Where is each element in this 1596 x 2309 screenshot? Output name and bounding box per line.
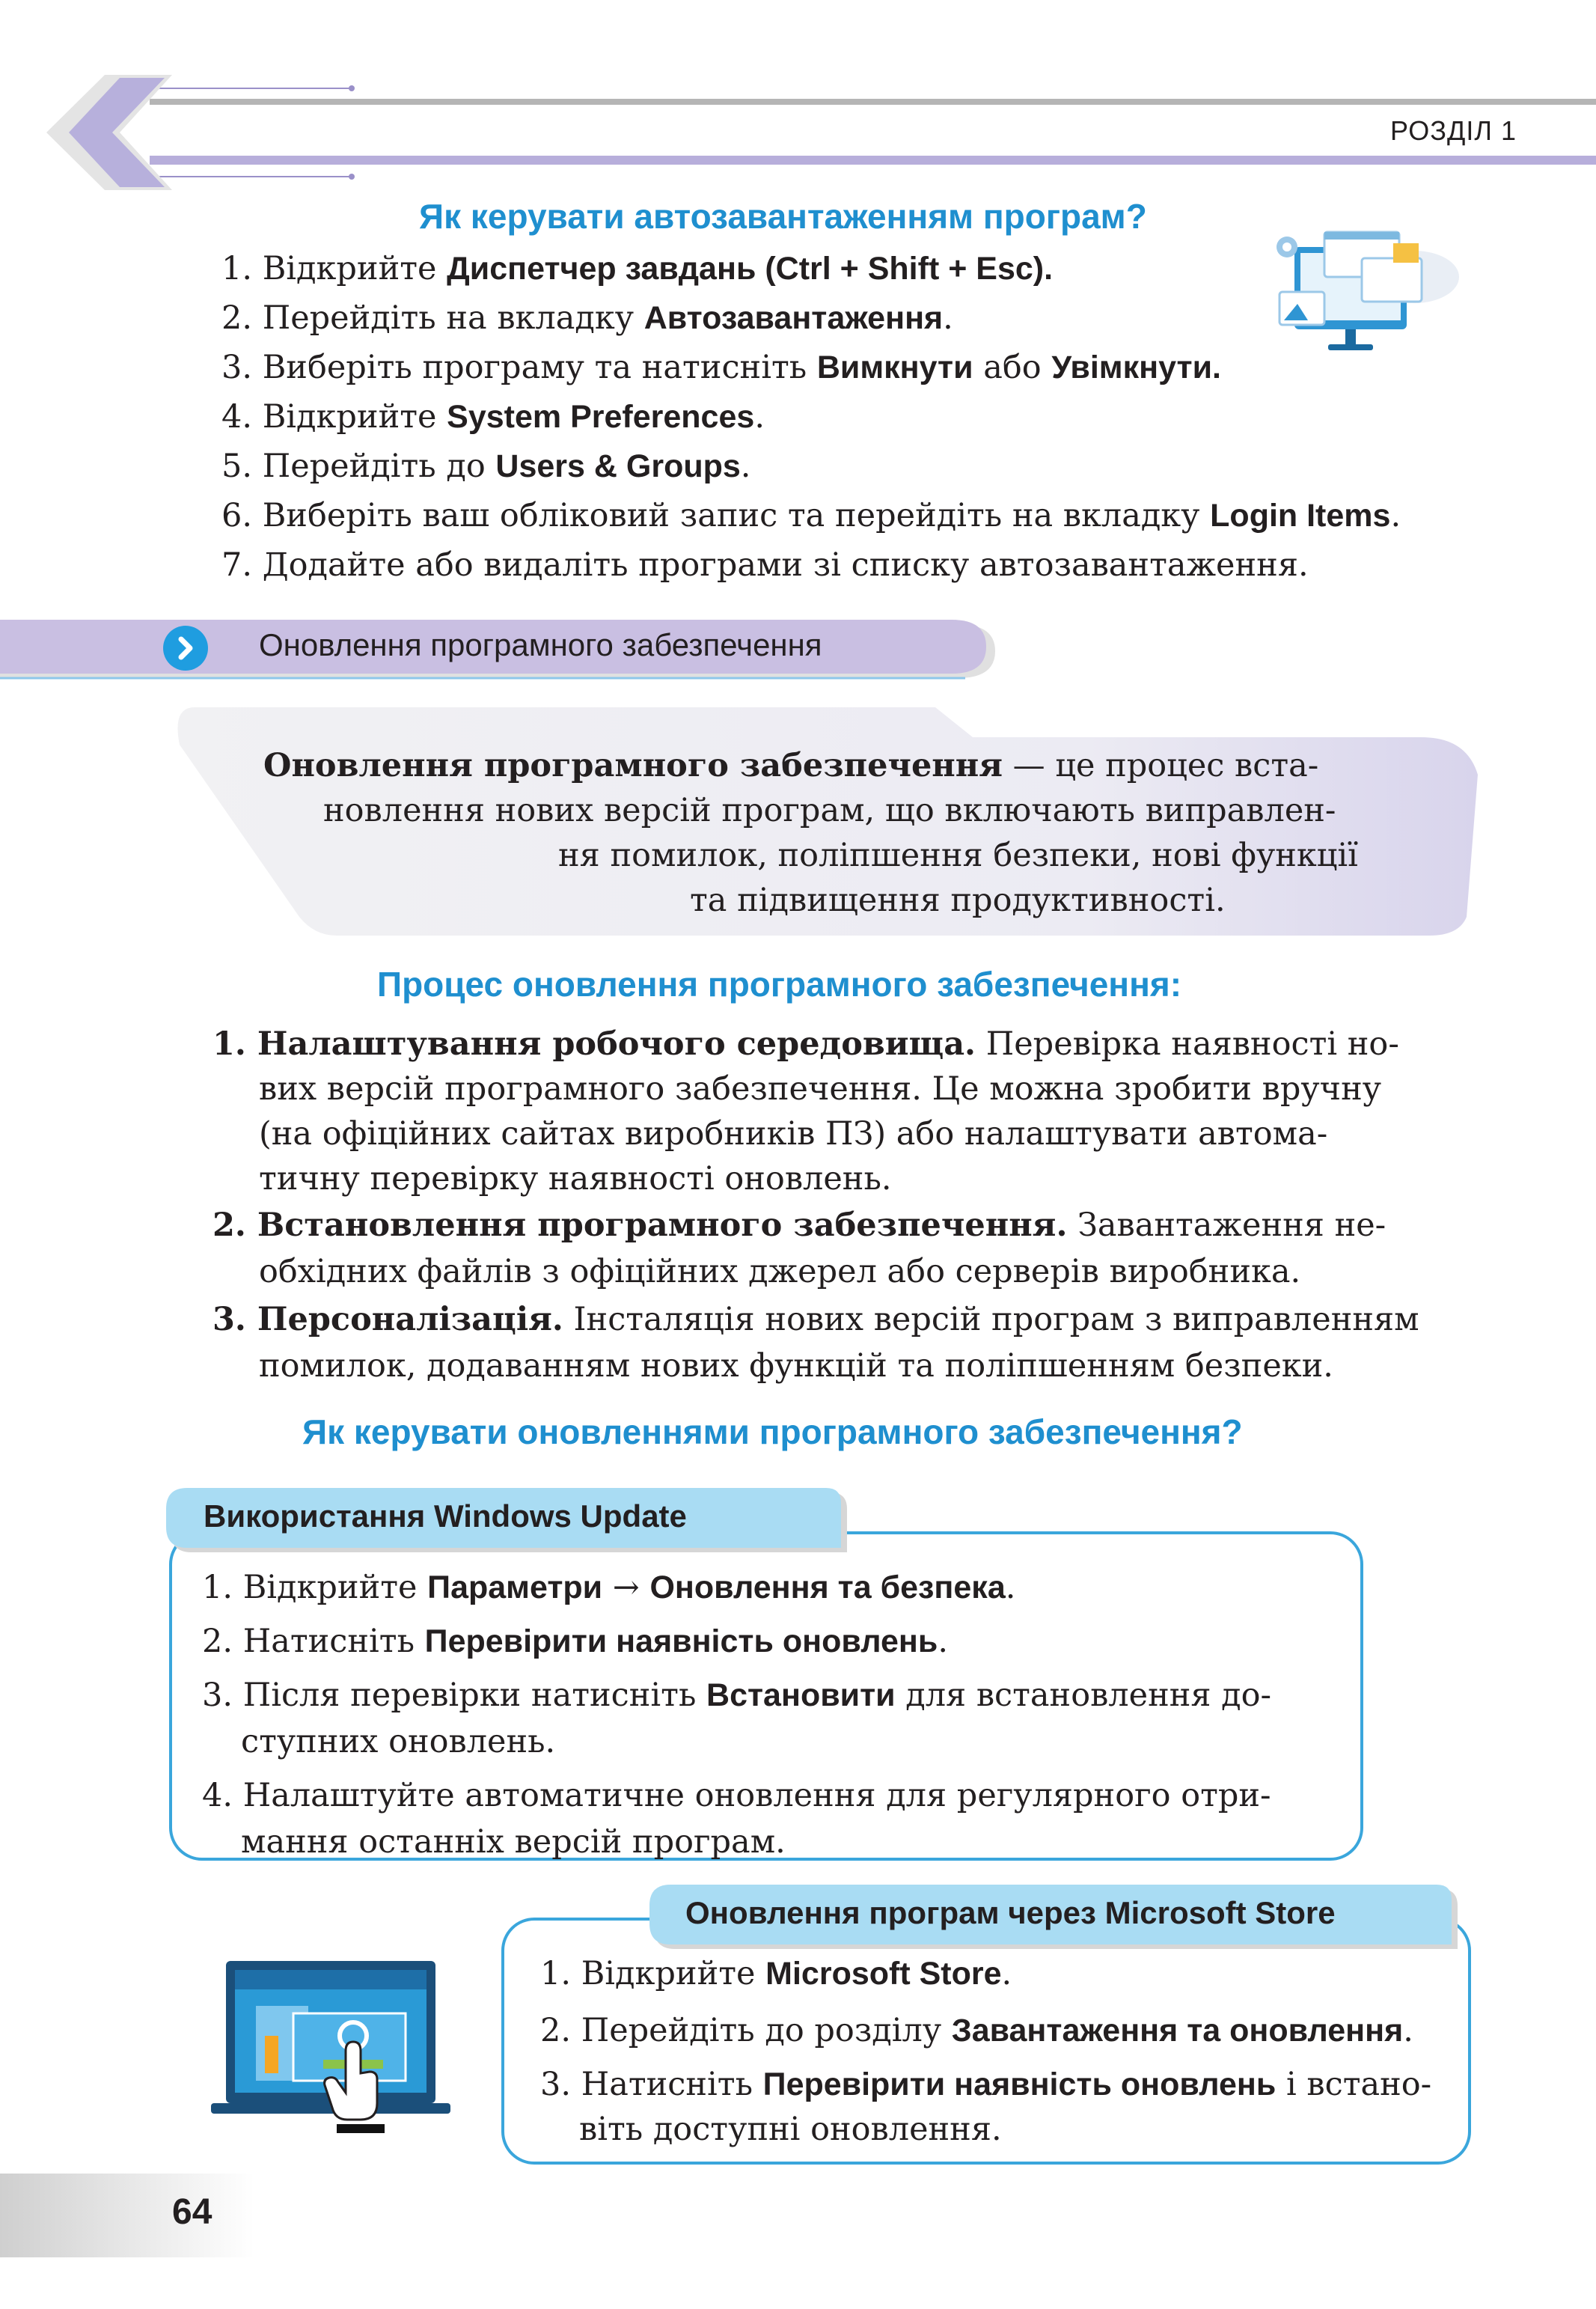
- windows-update-tab: [165, 1486, 853, 1555]
- step-text: або: [973, 349, 1052, 386]
- process-item-line: обхідних файлів з офіційних джерел або серверів виробника.: [259, 1253, 1301, 1290]
- step-bold: Автозавантаження: [643, 300, 944, 336]
- step-number: 1.: [202, 1569, 233, 1606]
- step-text: .: [938, 1623, 948, 1660]
- step-text: Відкрийте: [262, 398, 447, 436]
- list-item: [221, 244, 1401, 293]
- definition-line-4: та підвищення продуктивності.: [690, 882, 1226, 919]
- step-text: для встановлення до-: [895, 1677, 1272, 1714]
- list-item-continuation: ступних оновлень.: [241, 1723, 556, 1760]
- process-item-line: тичну перевірку наявності оновлень.: [259, 1160, 892, 1198]
- step-text: Додайте або видаліть програми зі списку автозавантаження.: [262, 546, 1309, 584]
- process-item-first-line: [213, 1295, 1419, 1341]
- step-text: Відкрийте: [242, 1569, 428, 1606]
- step-number: 5.: [221, 448, 253, 485]
- process-item-heading: 1. Налаштування робочого середовища.: [213, 1025, 976, 1063]
- list-item: [221, 293, 1401, 343]
- definition-line-1-rest: — це процес вста-: [1003, 747, 1319, 784]
- list-item: [221, 491, 1401, 540]
- step-bold: Microsoft Store: [765, 1956, 1002, 1992]
- step-bold: Login Items: [1210, 498, 1391, 534]
- step-bold: Users & Groups: [495, 448, 741, 484]
- step-text: .: [1005, 1569, 1016, 1606]
- step-number: 4.: [202, 1777, 233, 1814]
- ms-store-tab-label: Оновлення програм через Microsoft Store: [685, 1895, 1336, 1930]
- process-item-1: [213, 1019, 1419, 1201]
- step-text: .: [1403, 2012, 1413, 2049]
- step-number: 1.: [540, 1955, 572, 1992]
- step-text: .: [754, 398, 765, 436]
- step-text: (: [756, 251, 776, 287]
- step-number: 2.: [202, 1623, 233, 1660]
- definition-line-3: ня помилок, поліпшення безпеки, нові функції: [558, 837, 1358, 874]
- footer-gradient-bar: [0, 2174, 254, 2257]
- process-item-2: [213, 1201, 1419, 1295]
- laptop-update-icon: [211, 1953, 450, 2141]
- header-decoration: [0, 60, 1596, 202]
- step-bold: Встановити: [706, 1677, 896, 1713]
- list-item: [202, 1617, 1271, 1671]
- list-item: [202, 1563, 1271, 1617]
- step-text: Після перевірки натисніть: [242, 1677, 707, 1714]
- process-title: Процес оновлення програмного забезпечення:: [377, 965, 1182, 1004]
- step-text: .: [1390, 497, 1401, 534]
- process-item-first-line: [213, 1201, 1419, 1247]
- section-label: РОЗДІЛ 1: [1390, 115, 1517, 146]
- step-text: Виберіть ваш обліковий запис та перейдіть на вкладку: [262, 497, 1211, 534]
- list-item-continuation: мання останніх версій програм.: [241, 1823, 786, 1861]
- autostart-steps: [221, 244, 1401, 590]
- process-item-line: вих версій програмного забезпечення. Це можна зробити вручну: [259, 1070, 1382, 1108]
- definition-term: Оновлення програмного забезпечення: [263, 747, 1003, 784]
- process-list: [213, 1019, 1419, 1386]
- step-number: 6.: [221, 497, 253, 534]
- step-bold: Завантаження та оновлення: [951, 2013, 1404, 2049]
- step-text: .: [1001, 1955, 1012, 1992]
- step-text: .: [943, 299, 953, 337]
- list-item: [540, 2060, 1431, 2105]
- process-item-first-line: [213, 1019, 1419, 1064]
- step-bold: Увімкнути: [1051, 350, 1213, 385]
- process-item-text: Перевірка наявності но-: [976, 1025, 1399, 1063]
- step-number: 1.: [221, 250, 253, 287]
- manage-title: Як керувати оновленнями програмного забезпечення?: [302, 1412, 1243, 1451]
- windows-update-steps: [202, 1563, 1271, 1867]
- step-text: Перейдіть до розділу: [581, 2012, 952, 2049]
- step-bold: Перевірити наявність оновлень: [762, 2066, 1277, 2102]
- laptop-illustration: [211, 1953, 450, 2141]
- step-text: .: [1212, 350, 1221, 385]
- process-item-text: Інсталяція нових версій програм з виправленням: [563, 1301, 1419, 1338]
- step-bold: Перевірити наявність оновлень: [424, 1623, 938, 1659]
- windows-update-tab-label: Використання Windows Update: [204, 1498, 687, 1534]
- page-number: 64: [172, 2192, 213, 2232]
- step-number: 3.: [540, 2066, 572, 2103]
- section-banner-title: Оновлення програмного забезпечення: [259, 627, 822, 662]
- list-item: [221, 442, 1401, 491]
- step-number: 2.: [540, 2012, 572, 2049]
- step-text: Виберіть програму та натисніть: [262, 349, 817, 386]
- section-banner: [0, 614, 1003, 689]
- step-bold: System Preferences: [447, 399, 755, 435]
- step-bold: Параметри: [427, 1570, 603, 1605]
- list-item: [221, 540, 1401, 590]
- step-bold: Оновлення та безпека: [649, 1570, 1006, 1605]
- step-number: 4.: [221, 398, 253, 436]
- ms-store-steps: [540, 1949, 1431, 2154]
- step-bold: Вимкнути: [816, 350, 973, 385]
- list-item-continuation: віть доступні оновлення.: [579, 2111, 1002, 2148]
- step-text: Налаштуйте автоматичне оновлення для регулярного отри-: [242, 1777, 1271, 1814]
- list-item: [540, 2006, 1431, 2060]
- list-item: [540, 1949, 1431, 2006]
- chevron-right-icon: [163, 626, 208, 671]
- step-text: ).: [1033, 251, 1054, 287]
- process-item-text: Завантаження не-: [1067, 1207, 1386, 1244]
- step-text: →: [602, 1569, 650, 1606]
- step-number: 2.: [221, 299, 253, 337]
- process-item-line: (на офіційних сайтах виробників ПЗ) або налаштувати автома-: [259, 1115, 1328, 1153]
- list-item: [221, 343, 1401, 392]
- list-item: [221, 392, 1401, 442]
- step-number: 3.: [202, 1677, 233, 1714]
- step-number: 7.: [221, 546, 253, 584]
- process-item-3: [213, 1295, 1419, 1386]
- step-text: .: [740, 448, 751, 485]
- list-item: [202, 1671, 1271, 1717]
- step-bold: Ctrl + Shift + Esc: [775, 251, 1033, 287]
- step-text: Натисніть: [242, 1623, 425, 1660]
- autostart-title: Як керувати автозавантаженням програм?: [419, 197, 1147, 236]
- step-text: Відкрийте: [262, 250, 447, 287]
- step-text: Натисніть: [581, 2066, 763, 2103]
- step-text: Відкрийте: [581, 1955, 766, 1992]
- definition-line-1: [263, 741, 1318, 790]
- process-item-heading: 3. Персоналізація.: [213, 1301, 563, 1338]
- step-bold: Диспетчер завдань: [447, 251, 756, 287]
- step-text: Перейдіть до: [262, 448, 496, 485]
- step-text: і встано-: [1276, 2066, 1432, 2103]
- definition-line-2: новлення нових версій програм, що включають виправлен-: [323, 792, 1336, 829]
- header-arrow-graphic: [0, 60, 1596, 202]
- step-number: 3.: [221, 349, 253, 386]
- list-item: [202, 1771, 1271, 1817]
- ms-store-tab: [648, 1883, 1464, 1952]
- step-text: Перейдіть на вкладку: [262, 299, 644, 337]
- process-item-heading: 2. Встановлення програмного забезпечення.: [213, 1207, 1068, 1244]
- process-item-line: помилок, додаванням нових функцій та поліпшенням безпеки.: [259, 1347, 1333, 1385]
